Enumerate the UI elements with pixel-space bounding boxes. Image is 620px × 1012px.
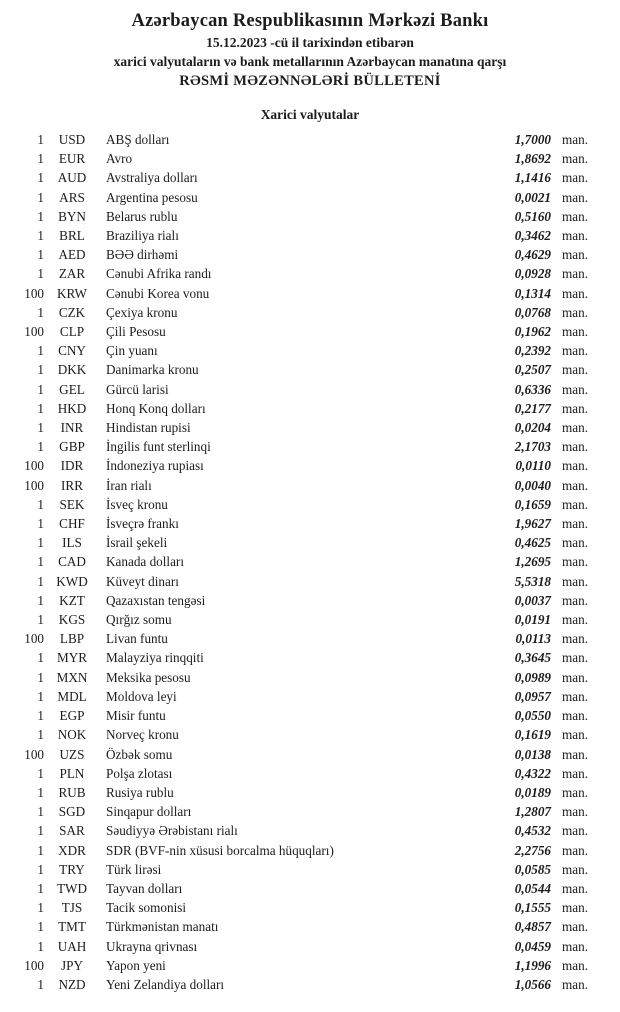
- currency-code: IDR: [60, 458, 84, 474]
- rate-unit: man.: [562, 324, 589, 340]
- rate-quantity: 100: [24, 957, 44, 973]
- exchange-rate-row: [0, 456, 620, 475]
- currency-name: Braziliya rialı: [106, 228, 179, 244]
- exchange-rate-row: [0, 841, 620, 860]
- rate-quantity: 1: [37, 247, 44, 263]
- currency-name: SDR (BVF-nin xüsusi borcalma hüquqları): [106, 842, 334, 858]
- currency-name: Avstraliya dolları: [106, 170, 198, 186]
- rate-value: 0,0459: [514, 938, 551, 954]
- currency-code: GBP: [59, 439, 85, 455]
- rate-value: 0,1659: [514, 496, 551, 512]
- exchange-rate-row: [0, 264, 620, 283]
- currency-name: Tacik somonisi: [106, 900, 187, 916]
- currency-name: Özbək somu: [106, 746, 173, 762]
- rate-quantity: 1: [37, 208, 44, 224]
- exchange-rate-row: [0, 975, 620, 994]
- exchange-rate-row: [0, 149, 620, 168]
- currency-name: İsveçrə frankı: [106, 516, 179, 532]
- rate-quantity: 100: [24, 631, 44, 647]
- currency-code: AED: [58, 247, 86, 263]
- exchange-rate-row: [0, 380, 620, 399]
- currency-name: Səudiyyə Ərəbistanı rialı: [106, 823, 238, 839]
- currency-name: BƏƏ dirhəmi: [106, 247, 179, 263]
- rate-quantity: 1: [37, 554, 44, 570]
- rate-unit: man.: [562, 765, 589, 781]
- rate-value: 0,1555: [514, 900, 551, 916]
- rate-value: 0,1619: [514, 727, 551, 743]
- rate-quantity: 1: [37, 842, 44, 858]
- exchange-rate-row: [0, 322, 620, 341]
- rate-value: 1,1996: [514, 957, 551, 973]
- exchange-rate-row: [0, 188, 620, 207]
- exchange-rate-row: [0, 629, 620, 648]
- currency-name: İsrail şekeli: [106, 535, 168, 551]
- rate-unit: man.: [562, 343, 589, 359]
- exchange-rate-row: [0, 745, 620, 764]
- rate-value: 0,3645: [514, 650, 551, 666]
- currency-name: Qazaxıstan tengəsi: [106, 592, 206, 608]
- currency-name: Qırğız somu: [106, 612, 172, 628]
- rate-quantity: 1: [37, 669, 44, 685]
- rate-value: 0,2392: [514, 343, 551, 359]
- rate-quantity: 1: [37, 688, 44, 704]
- currency-code: IRR: [61, 477, 83, 493]
- rate-value: 0,0189: [514, 784, 551, 800]
- rate-value: 0,5160: [514, 208, 551, 224]
- currency-code: TMT: [58, 919, 86, 935]
- rate-quantity: 1: [37, 804, 44, 820]
- currency-name: ABŞ dolları: [106, 132, 170, 147]
- currency-code: UZS: [59, 746, 85, 762]
- exchange-rate-row: [0, 168, 620, 187]
- rate-quantity: 1: [37, 823, 44, 839]
- currency-code: SAR: [59, 823, 85, 839]
- rate-value: 0,0585: [514, 861, 551, 877]
- rate-unit: man.: [562, 247, 589, 263]
- rate-value: 1,9627: [514, 516, 551, 532]
- currency-code: CHF: [59, 516, 85, 532]
- currency-code: UAH: [57, 938, 87, 954]
- currency-code: KGS: [58, 612, 86, 628]
- rate-value: 0,3462: [514, 228, 551, 244]
- rate-value: 0,0040: [514, 477, 551, 493]
- rate-value: 0,1314: [514, 285, 551, 301]
- rate-quantity: 1: [37, 170, 44, 186]
- currency-code: NZD: [58, 976, 86, 992]
- rate-value: 0,0550: [514, 708, 551, 724]
- currency-name: Meksika pesosu: [106, 669, 191, 685]
- rate-unit: man.: [562, 477, 589, 493]
- exchange-rate-row: [0, 418, 620, 437]
- rate-unit: man.: [562, 957, 589, 973]
- rate-unit: man.: [562, 669, 589, 685]
- bulletin-title: RƏSMİ MƏZƏNNƏLƏRİ BÜLLETENİ: [179, 73, 441, 89]
- rate-value: 1,2807: [514, 804, 551, 820]
- exchange-rate-row: [0, 303, 620, 322]
- rate-quantity: 1: [37, 612, 44, 628]
- currency-name: Honq Konq dolları: [106, 400, 206, 416]
- rate-quantity: 1: [37, 861, 44, 877]
- exchange-rate-row: [0, 917, 620, 936]
- exchange-rate-row: [0, 821, 620, 840]
- rate-value: 0,2507: [514, 362, 551, 378]
- currency-code: GEL: [59, 381, 85, 397]
- rate-unit: man.: [562, 362, 589, 378]
- rate-quantity: 1: [37, 708, 44, 724]
- rate-unit: man.: [562, 650, 589, 666]
- rate-quantity: 1: [37, 919, 44, 935]
- currency-name: Türkmənistan manatı: [106, 919, 219, 935]
- currency-name: Argentina pesosu: [106, 189, 198, 205]
- currency-name: Danimarka kronu: [106, 362, 199, 378]
- currency-code: LBP: [59, 631, 85, 647]
- currency-code: SGD: [58, 804, 86, 820]
- rate-unit: man.: [562, 900, 589, 916]
- rate-unit: man.: [562, 784, 589, 800]
- currency-name: İran rialı: [106, 477, 152, 493]
- rate-unit: man.: [562, 746, 589, 762]
- exchange-rate-row: [0, 399, 620, 418]
- exchange-rate-row: [0, 802, 620, 821]
- rate-unit: man.: [562, 804, 589, 820]
- exchange-rate-row: [0, 668, 620, 687]
- rate-value: 0,0191: [514, 612, 551, 628]
- rate-unit: man.: [562, 727, 589, 743]
- rate-value: 0,6336: [514, 381, 551, 397]
- rate-value: 0,0768: [514, 304, 551, 320]
- exchange-rate-row: [0, 725, 620, 744]
- rate-value: 0,0544: [514, 880, 551, 896]
- currency-code: ZAR: [58, 266, 86, 282]
- exchange-rate-row: [0, 591, 620, 610]
- rate-value: 0,2177: [514, 400, 551, 416]
- bank-name-title: Azərbaycan Respublikasının Mərkəzi Bankı: [131, 11, 489, 31]
- rate-quantity: 1: [37, 439, 44, 455]
- currency-name: Sinqapur dolları: [106, 804, 192, 820]
- currency-name: Ukrayna qrivnası: [106, 938, 198, 954]
- rate-value: 0,1962: [514, 324, 551, 340]
- currency-name: Hindistan rupisi: [106, 420, 191, 436]
- rate-quantity: 1: [37, 938, 44, 954]
- exchange-rate-row: [0, 898, 620, 917]
- rate-quantity: 100: [24, 477, 44, 493]
- rate-value: 0,0110: [515, 458, 551, 474]
- currency-code: KWD: [56, 573, 88, 589]
- currency-name: Rusiya rublu: [106, 784, 174, 800]
- exchange-rate-row: [0, 648, 620, 667]
- rate-value: 1,7000: [514, 132, 551, 147]
- rate-unit: man.: [562, 708, 589, 724]
- rate-quantity: 1: [37, 592, 44, 608]
- rate-value: 1,8692: [514, 151, 551, 167]
- rate-value: 0,0113: [515, 631, 551, 647]
- rate-quantity: 1: [37, 343, 44, 359]
- exchange-rate-row: [0, 610, 620, 629]
- rate-quantity: 1: [37, 381, 44, 397]
- currency-code: BRL: [59, 228, 85, 244]
- currency-code: TRY: [59, 861, 85, 877]
- rate-quantity: 1: [37, 727, 44, 743]
- rate-value: 0,0037: [514, 592, 551, 608]
- currency-name: Gürcü larisi: [106, 381, 169, 397]
- rate-unit: man.: [562, 228, 589, 244]
- bulletin-subtitle: xarici valyutaların və bank metallarının Azərbaycan manatına qarşı: [113, 54, 507, 69]
- rate-unit: man.: [562, 400, 589, 416]
- currency-code: RUB: [58, 784, 86, 800]
- rate-quantity: 1: [37, 151, 44, 167]
- rate-unit: man.: [562, 554, 589, 570]
- rate-quantity: 100: [24, 746, 44, 762]
- rate-quantity: 1: [37, 650, 44, 666]
- rate-value: 0,0138: [514, 746, 551, 762]
- rate-unit: man.: [562, 880, 589, 896]
- currency-code: TWD: [56, 880, 88, 896]
- currency-code: NOK: [57, 727, 87, 743]
- rate-quantity: 1: [37, 362, 44, 378]
- rate-quantity: 1: [37, 976, 44, 992]
- exchange-rate-row: [0, 284, 620, 303]
- exchange-rate-row: [0, 476, 620, 495]
- exchange-rate-row: [0, 533, 620, 552]
- rate-value: 2,2756: [514, 842, 551, 858]
- exchange-rate-row: [0, 552, 620, 571]
- currency-name: Livan funtu: [106, 631, 168, 647]
- currency-code: CAD: [58, 554, 86, 570]
- rate-unit: man.: [562, 189, 589, 205]
- currency-name: Cənubi Afrika randı: [106, 266, 212, 282]
- rate-quantity: 1: [37, 573, 44, 589]
- rate-unit: man.: [562, 266, 589, 282]
- currency-name: Malayziya rinqqiti: [106, 650, 204, 666]
- exchange-rate-row: [0, 130, 620, 149]
- currency-name: Avro: [106, 151, 133, 167]
- rate-value: 0,4322: [514, 765, 551, 781]
- currency-code: HKD: [57, 400, 87, 416]
- exchange-rate-row: [0, 879, 620, 898]
- rate-value: 0,0021: [514, 189, 551, 205]
- exchange-rate-row: [0, 764, 620, 783]
- rate-unit: man.: [562, 861, 589, 877]
- rate-unit: man.: [562, 573, 589, 589]
- currency-name: Polşa zlotası: [106, 765, 173, 781]
- rate-unit: man.: [562, 132, 589, 147]
- rate-unit: man.: [562, 612, 589, 628]
- rate-value: 0,0928: [514, 266, 551, 282]
- rate-unit: man.: [562, 919, 589, 935]
- rate-quantity: 1: [37, 765, 44, 781]
- rate-unit: man.: [562, 208, 589, 224]
- rate-value: 0,0957: [514, 688, 551, 704]
- currency-name: Yeni Zelandiya dolları: [106, 976, 225, 992]
- rate-quantity: 1: [37, 304, 44, 320]
- currency-code: ILS: [62, 535, 82, 551]
- currency-code: KZT: [59, 592, 85, 608]
- currency-code: XDR: [58, 842, 86, 858]
- currency-name: Türk lirəsi: [106, 861, 162, 877]
- exchange-rate-row: [0, 437, 620, 456]
- rate-value: 0,0989: [514, 669, 551, 685]
- rate-quantity: 100: [24, 285, 44, 301]
- exchange-rate-row: [0, 956, 620, 975]
- currency-name: İndoneziya rupiası: [106, 458, 204, 474]
- exchange-rate-row: [0, 207, 620, 226]
- rate-unit: man.: [562, 381, 589, 397]
- rate-unit: man.: [562, 304, 589, 320]
- rate-unit: man.: [562, 458, 589, 474]
- currency-code: SEK: [59, 496, 85, 512]
- currency-name: Cənubi Korea vonu: [106, 285, 210, 301]
- exchange-rate-row: [0, 245, 620, 264]
- currency-name: Moldova leyi: [106, 688, 177, 704]
- currency-code: INR: [60, 420, 84, 436]
- rate-unit: man.: [562, 170, 589, 186]
- rate-unit: man.: [562, 420, 589, 436]
- rate-quantity: 100: [24, 458, 44, 474]
- currency-code: JPY: [61, 957, 83, 973]
- exchange-rate-row: [0, 706, 620, 725]
- currency-code: PLN: [59, 765, 85, 781]
- currency-code: MYR: [56, 650, 88, 666]
- rate-unit: man.: [562, 688, 589, 704]
- exchange-rate-row: [0, 341, 620, 360]
- rate-quantity: 1: [37, 900, 44, 916]
- currency-name: Kanada dolları: [106, 554, 184, 570]
- rate-value: 0,4532: [514, 823, 551, 839]
- currency-name: İngilis funt sterlinqi: [106, 439, 211, 455]
- rate-quantity: 1: [37, 189, 44, 205]
- currency-name: Küveyt dinarı: [106, 573, 179, 589]
- rate-unit: man.: [562, 516, 589, 532]
- exchange-rate-row: [0, 783, 620, 802]
- currency-code: EUR: [58, 151, 86, 167]
- rate-unit: man.: [562, 285, 589, 301]
- rate-value: 2,1703: [514, 439, 551, 455]
- rate-quantity: 1: [37, 880, 44, 896]
- exchange-rate-row: [0, 860, 620, 879]
- rate-quantity: 1: [37, 535, 44, 551]
- currency-code: KRW: [56, 285, 88, 301]
- rate-value: 0,4629: [514, 247, 551, 263]
- currency-code: USD: [58, 132, 86, 147]
- rate-unit: man.: [562, 823, 589, 839]
- rate-value: 0,4625: [514, 535, 551, 551]
- rate-quantity: 1: [37, 784, 44, 800]
- currency-code: AUD: [57, 170, 87, 186]
- exchange-rates-table: [0, 130, 620, 994]
- exchange-rate-row: [0, 572, 620, 591]
- currency-name: Çin yuanı: [106, 343, 158, 359]
- currency-code: EGP: [59, 708, 85, 724]
- rate-quantity: 1: [37, 496, 44, 512]
- currency-name: Çili Pesosu: [106, 324, 166, 340]
- rate-value: 1,2695: [514, 554, 551, 570]
- currency-name: Misir funtu: [106, 708, 166, 724]
- rate-unit: man.: [562, 842, 589, 858]
- rate-quantity: 1: [37, 266, 44, 282]
- exchange-rate-row: [0, 687, 620, 706]
- rate-unit: man.: [562, 496, 589, 512]
- currency-name: İsveç kronu: [106, 496, 168, 512]
- currency-name: Yapon yeni: [106, 957, 166, 973]
- exchange-rate-row: [0, 937, 620, 956]
- currency-name: Norveç kronu: [106, 727, 179, 743]
- rate-unit: man.: [562, 535, 589, 551]
- rate-unit: man.: [562, 439, 589, 455]
- rate-unit: man.: [562, 631, 589, 647]
- currency-code: TJS: [61, 900, 83, 916]
- exchange-rate-row: [0, 226, 620, 245]
- effective-date-line: 15.12.2023 -cü il tarixindən etibarən: [206, 35, 414, 50]
- currency-code: MXN: [56, 669, 88, 685]
- rate-quantity: 1: [37, 420, 44, 436]
- rate-unit: man.: [562, 976, 589, 992]
- rate-value: 5,5318: [514, 573, 551, 589]
- rate-quantity: 1: [37, 400, 44, 416]
- rate-unit: man.: [562, 938, 589, 954]
- rate-quantity: 1: [37, 516, 44, 532]
- exchange-rate-row: [0, 495, 620, 514]
- currency-code: BYN: [58, 208, 86, 224]
- currency-code: CZK: [58, 304, 86, 320]
- rate-value: 0,0204: [514, 420, 551, 436]
- rate-unit: man.: [562, 151, 589, 167]
- section-title-foreign-currencies: Xarici valyutalar: [260, 107, 360, 122]
- currency-code: DKK: [57, 362, 87, 378]
- currency-code: CLP: [59, 324, 85, 340]
- exchange-rate-row: [0, 514, 620, 533]
- currency-code: MDL: [57, 688, 87, 704]
- rate-quantity: 100: [24, 324, 44, 340]
- rate-quantity: 1: [37, 228, 44, 244]
- currency-name: Tayvan dolları: [106, 880, 183, 896]
- currency-code: ARS: [59, 189, 85, 205]
- currency-name: Belarus rublu: [106, 208, 178, 224]
- rate-unit: man.: [562, 592, 589, 608]
- exchange-rate-row: [0, 360, 620, 379]
- currency-code: CNY: [58, 343, 86, 359]
- rate-value: 1,0566: [514, 976, 551, 992]
- rate-value: 1,1416: [514, 170, 551, 186]
- rate-value: 0,4857: [514, 919, 551, 935]
- currency-name: Çexiya kronu: [106, 304, 178, 320]
- rate-quantity: 1: [37, 132, 44, 147]
